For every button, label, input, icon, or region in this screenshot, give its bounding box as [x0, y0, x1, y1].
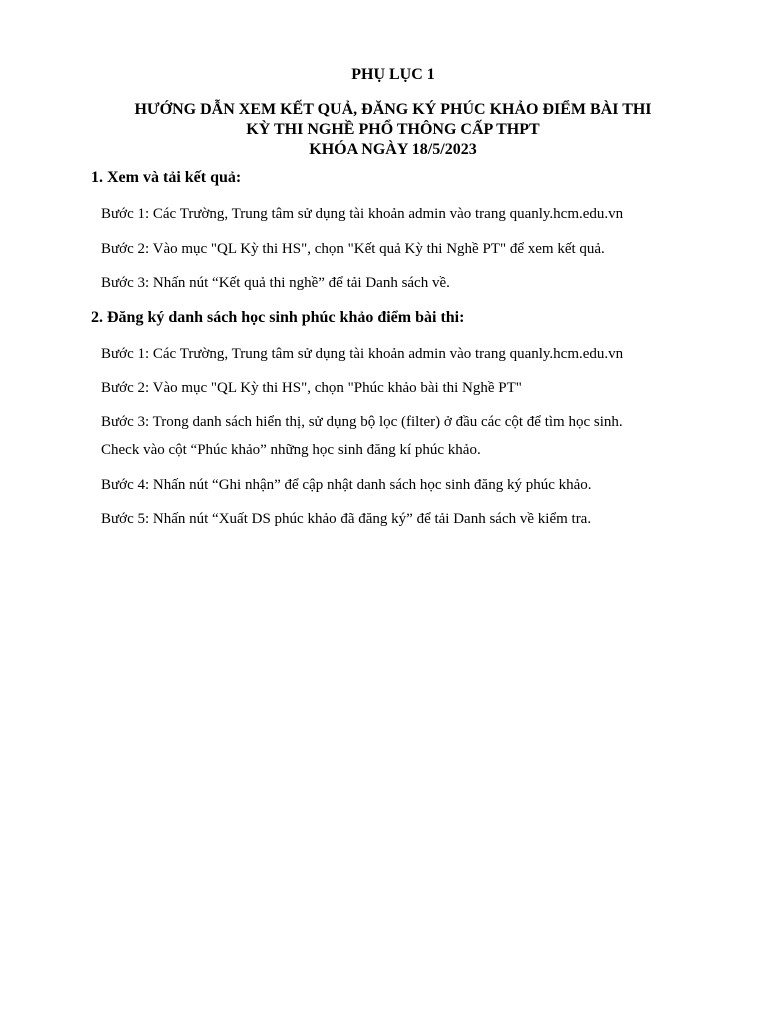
section2-step-4: Bước 4: Nhấn nút “Ghi nhận” để cập nhật danh sách học sinh đăng ký phúc khảo. — [101, 477, 592, 493]
title-line-2: KỲ THI NGHỀ PHỔ THÔNG CẤP THPT — [246, 121, 540, 138]
section2-step-5: Bước 5: Nhấn nút “Xuất DS phúc khảo đã đăng ký” để tải Danh sách về kiểm tra. — [101, 511, 592, 527]
document-title — [0, 100, 768, 160]
appendix-title: PHỤ LỤC 1 — [351, 66, 435, 83]
section2-step-3-line-2: Check vào cột “Phúc khảo” những học sinh đăng kí phúc khảo. — [101, 442, 481, 458]
section2-step-3-line-1: Bước 3: Trong danh sách hiển thị, sử dụng bộ lọc (filter) ở đầu các cột để tìm học sinh. — [101, 414, 623, 430]
section1-step-1: Bước 1: Các Trường, Trung tâm sử dụng tài khoản admin vào trang quanly.hcm.edu.vn — [101, 206, 624, 222]
section-heading-appeal-registration: 2. Đăng ký danh sách học sinh phúc khảo điểm bài thi: — [91, 309, 465, 326]
section-heading-view-results: 1. Xem và tải kết quả: — [91, 169, 242, 186]
section2-step-2: Bước 2: Vào mục "QL Kỳ thi HS", chọn "Phúc khảo bài thi Nghề PT" — [101, 380, 522, 396]
section1-step-2: Bước 2: Vào mục "QL Kỳ thi HS", chọn "Kết quả Kỳ thi Nghề PT" để xem kết quả. — [101, 241, 605, 257]
section1-step-3: Bước 3: Nhấn nút “Kết quả thi nghề” để tải Danh sách về. — [101, 275, 450, 291]
section2-step-1: Bước 1: Các Trường, Trung tâm sử dụng tài khoản admin vào trang quanly.hcm.edu.vn — [101, 346, 624, 362]
title-line-3: KHÓA NGÀY 18/5/2023 — [309, 141, 477, 158]
title-line-1: HƯỚNG DẪN XEM KẾT QUẢ, ĐĂNG KÝ PHÚC KHẢO ĐIỂM BÀI THI — [134, 101, 652, 118]
section2-step-3 — [101, 408, 701, 464]
